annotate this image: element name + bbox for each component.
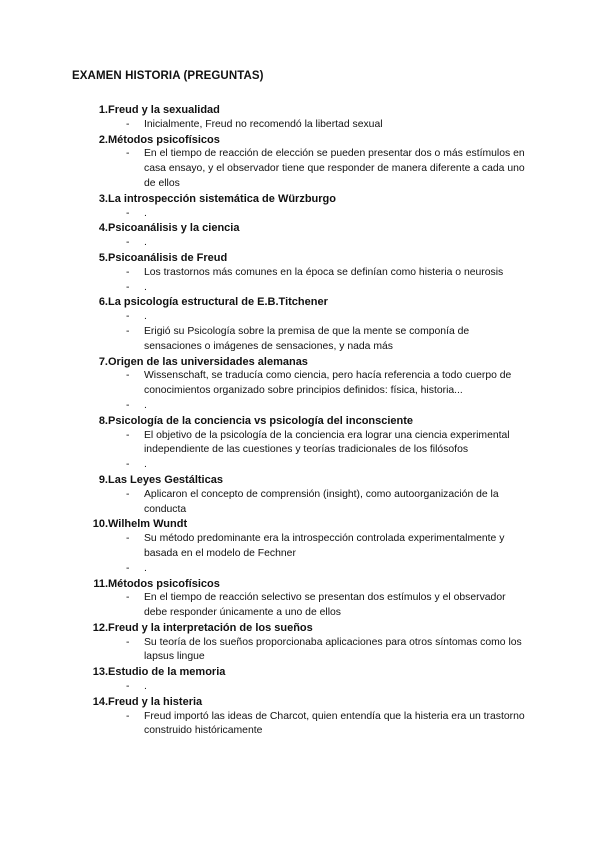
question-title: Psicoanálisis de Freud [108, 251, 228, 264]
answer-text: . [144, 562, 147, 574]
question-heading [0, 221, 600, 236]
question-title: Freud y la interpretación de los sueños [108, 621, 313, 634]
question-number: 13. [92, 666, 108, 679]
question [0, 665, 600, 695]
bullet-dash: - [126, 592, 130, 604]
question-heading [0, 665, 600, 680]
answer-item [0, 710, 600, 740]
question-title: Wilhelm Wundt [108, 518, 188, 531]
bullet-dash: - [126, 681, 130, 693]
question-heading [0, 355, 600, 370]
question-number: 5. [98, 251, 108, 264]
bullet-dash: - [126, 370, 130, 382]
question [0, 473, 600, 517]
question [0, 133, 600, 192]
question [0, 192, 600, 222]
bullet-dash: - [126, 562, 130, 574]
question-heading [0, 473, 600, 488]
question-heading [0, 192, 600, 207]
bullet-dash: - [126, 148, 130, 160]
question-list [0, 103, 600, 739]
question [0, 251, 600, 295]
question-number: 14. [92, 695, 108, 708]
question-heading [0, 133, 600, 148]
answer-item [0, 310, 600, 325]
answer-text: En el tiempo de reacción selectivo se presentan dos estímulos y el observador debe responder únicamente a uno de ellos [144, 592, 506, 619]
answer-item [0, 236, 600, 251]
question-title: Psicología de la conciencia vs psicología del inconsciente [108, 414, 414, 427]
bullet-dash: - [126, 237, 130, 249]
answer-text: Los trastornos más comunes en la época se definían como histeria o neurosis [144, 266, 504, 278]
answer-item [0, 399, 600, 414]
question-heading [0, 103, 600, 118]
bullet-dash: - [126, 207, 130, 219]
bullet-dash: - [126, 118, 130, 130]
answer-item [0, 147, 600, 191]
question-heading [0, 414, 600, 429]
bullet-dash: - [126, 311, 130, 323]
answer-item [0, 118, 600, 133]
document-title: EXAMEN HISTORIA (PREGUNTAS) [72, 70, 264, 82]
answer-text: . [144, 459, 147, 471]
answer-text: Freud importó las ideas de Charcot, quien entendía que la histeria era un trastorno construido históricamente [144, 710, 525, 737]
answer-item [0, 266, 600, 281]
answer-text: . [144, 237, 147, 249]
answer-text: . [144, 281, 147, 293]
question-title: Métodos psicofísicos [108, 133, 220, 146]
bullet-dash: - [126, 459, 130, 471]
question-title: Métodos psicofísicos [108, 577, 220, 590]
question-number: 1. [98, 104, 108, 116]
bullet-dash: - [126, 533, 130, 545]
answer-item [0, 562, 600, 577]
question-title: Origen de las universidades alemanas [108, 355, 308, 368]
question-title: Las Leyes Gestálticas [108, 473, 223, 486]
answer-text: Su teoría de los sueños proporcionaba aplicaciones para otros síntomas como los lapsus lingue [144, 636, 522, 663]
answer-text: . [144, 681, 147, 693]
question [0, 577, 600, 621]
question-title: Psicoanálisis y la ciencia [108, 222, 240, 235]
answer-item [0, 458, 600, 473]
question-number: 11. [93, 577, 108, 590]
question-number: 9. [98, 473, 108, 486]
question-heading [0, 517, 600, 532]
bullet-dash: - [126, 488, 130, 500]
question-title: Estudio de la memoria [108, 666, 226, 679]
answer-text: . [144, 207, 147, 219]
answer-text: Aplicaron el concepto de comprensión (insight), como autoorganización de la conducta [144, 488, 499, 515]
answer-text: Erigió su Psicología sobre la premisa de que la mente se componía de sensaciones o imágenes de sensaciones, y nada más [144, 325, 470, 352]
question-title: La introspección sistemática de Würzburgo [108, 192, 336, 205]
question-number: 6. [98, 296, 108, 309]
bullet-dash: - [126, 710, 130, 722]
answer-item [0, 532, 600, 562]
question [0, 621, 600, 665]
answer-item [0, 680, 600, 695]
bullet-dash: - [126, 399, 130, 411]
question [0, 414, 600, 473]
answer-item [0, 369, 600, 399]
answer-item [0, 207, 600, 222]
answer-item [0, 488, 600, 518]
question-heading [0, 295, 600, 310]
answer-text: El objetivo de la psicología de la conciencia era lograr una ciencia experimental independiente de las cuestiones y teorías tradicionales de los filósofos [144, 429, 510, 456]
bullet-dash: - [126, 636, 130, 648]
question-number: 12. [92, 621, 108, 634]
answer-item [0, 636, 600, 666]
answer-item [0, 591, 600, 621]
question-number: 4. [98, 222, 108, 235]
question-number: 2. [98, 133, 108, 146]
bullet-dash: - [126, 281, 130, 293]
question-heading [0, 577, 600, 592]
answer-text: . [144, 399, 147, 411]
question-heading [0, 251, 600, 266]
question-number: 10. [92, 518, 108, 531]
question-number: 8. [98, 414, 108, 427]
answer-text: Su método predominante era la introspección controlada experimentalmente y basada en el modelo de Fechner [144, 533, 505, 559]
question [0, 295, 600, 354]
question-heading [0, 621, 600, 636]
answer-item [0, 281, 600, 296]
question-title: Freud y la sexualidad [108, 104, 220, 116]
question-title: La psicología estructural de E.B.Titchener [108, 296, 328, 309]
answer-text: . [144, 311, 147, 323]
question [0, 103, 600, 133]
question [0, 695, 600, 739]
question-heading [0, 695, 600, 710]
answer-item [0, 429, 600, 459]
question-number: 3. [98, 192, 108, 205]
answer-item [0, 325, 600, 355]
bullet-dash: - [126, 429, 130, 441]
question [0, 517, 600, 576]
bullet-dash: - [126, 325, 130, 337]
question [0, 221, 600, 251]
question-number: 7. [98, 355, 108, 368]
answer-text: Inicialmente, Freud no recomendó la libertad sexual [144, 118, 383, 130]
question [0, 355, 600, 414]
question-title: Freud y la histeria [108, 695, 203, 708]
bullet-dash: - [126, 266, 130, 278]
answer-text: En el tiempo de reacción de elección se pueden presentar dos o más estímulos en casa ensayo, y el observador tiene que responder de manera diferente a cada uno de ellos [144, 148, 525, 189]
answer-text: Wissenschaft, se traducía como ciencia, pero hacía referencia a todo cuerpo de conocimientos organizado sobre principios definidos: física, historia... [144, 370, 512, 397]
